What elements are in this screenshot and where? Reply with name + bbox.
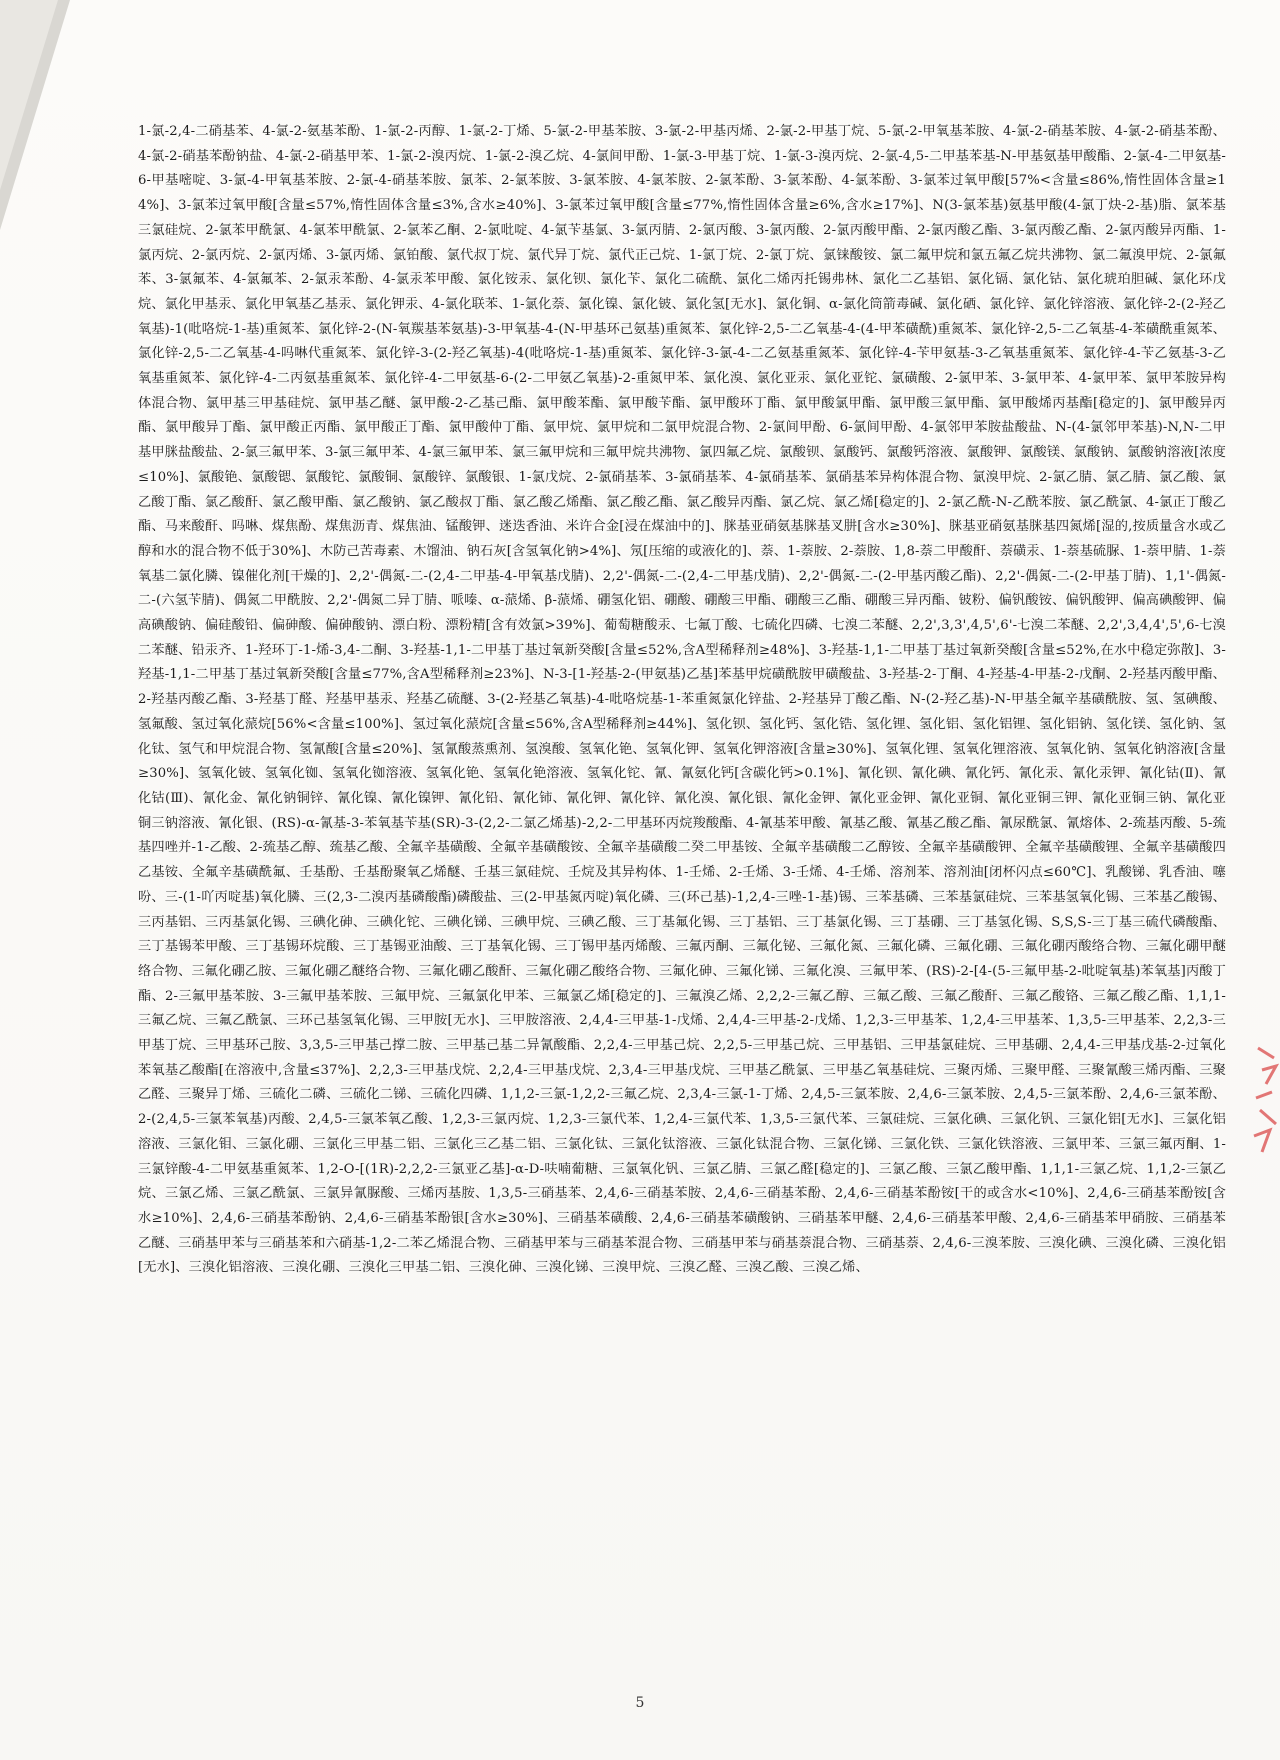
document-body (138, 120, 1226, 1670)
page-curl-decoration (0, 0, 70, 230)
red-stamp-mark (1248, 1040, 1280, 1160)
page-number: 5 (635, 1695, 645, 1711)
chemical-list-text: 1-氯-2,4-二硝基苯、4-氯-2-氨基苯酚、1-氯-2-丙醇、1-氯-2-丁烯、5-氯-2-甲基苯胺、3-氯-2-甲基丙烯、2-氯-2-甲基丁烷、5-氯-2-甲氧基苯胺、4-氯-2-硝基苯胺、4-氯-2-硝基苯酚、4-氯-2-硝基苯酚钠盐、4-氯-2-硝基甲苯、1-氯-2-溴丙烷、1-氯-2-溴乙烷、4-氯间甲酚、1-氯-3-甲基丁烷、1-氯-3-溴丙烷、2-氯-4,5-二甲基苯基-N-甲基氨基甲酸酯、2-氯-4-二甲氨基-6-甲基嘧啶、3-氯-4-甲氧基苯胺、2-氯-4-硝基苯胺、氯苯、2-氯苯胺、3-氯苯胺、4-氯苯胺、2-氯苯酚、3-氯苯酚、4-氯苯酚、3-氯苯过氧甲酸[57%<含量≤86%,惰性固体含量≥14%]、3-氯苯过氧甲酸[含量≤57%,惰性固体含量≤3%,含水≥40%]、3-氯苯过氧甲酸[含量≤77%,惰性固体含量≥6%,含水≥17%]、N(3-氯苯基)氨基甲酸(4-氯丁炔-2-基)脂、氯苯基三氯硅烷、2-氯苯甲酰氯、4-氯苯甲酰氯、2-氯苯乙酮、2-氯吡啶、4-氯苄基氯、3-氯丙腈、2-氯丙酸、3-氯丙酸、2-氯丙酸甲酯、2-氯丙酸乙酯、3-氯丙酸乙酯、2-氯丙酸异丙酯、1-氯丙烷、2-氯丙烷、2-氯丙烯、3-氯丙烯、氯铂酸、氯代叔丁烷、氯代异丁烷、氯代正己烷、1-氯丁烷、2-氯丁烷、氯铼酸铵、氯二氟甲烷和氯五氟乙烷共沸物、氯二氟溴甲烷、2-氯氟苯、3-氯氟苯、4-氯氟苯、2-氯汞苯酚、4-氯汞苯甲酸、氯化铵汞、氯化钡、氯化苄、氯化二硫酰、氯化二烯丙托锡弗林、氯化二乙基铝、氯化镉、氯化钴、氯化琥珀胆碱、氯化环戊烷、氯化甲基汞、氯化甲氧基乙基汞、氯化钾汞、4-氯化联苯、1-氯化萘、氯化镍、氯化铍、氯化氢[无水]、氯化铜、α-氯化筒箭毒碱、氯化硒、氯化锌、氯化锌溶液、氯化锌-2-(2-羟乙氧基)-1(吡咯烷-1-基)重氮苯、氯化锌-2-(N-氧羰基苯氨基)-3-甲氧基-4-(N-甲基环己氨基)重氮苯、氯化锌-2,5-二乙氧基-4-(4-甲苯磺酰)重氮苯、氯化锌-2,5-二乙氧基-4-苯磺酰重氮苯、氯化锌-2,5-二乙氧基-4-吗啉代重氮苯、氯化锌-3-(2-羟乙氧基)-4(吡咯烷-1-基)重氮苯、氯化锌-3-氯-4-二乙氨基重氮苯、氯化锌-4-苄甲氨基-3-乙氧基重氮苯、氯化锌-4-苄乙氨基-3-乙氧基重氮苯、氯化锌-4-二丙氨基重氮苯、氯化锌-4-二甲氨基-6-(2-二甲氨乙氧基)-2-重氮甲苯、氯化溴、氯化亚汞、氯化亚铊、氯磺酸、2-氯甲苯、3-氯甲苯、4-氯甲苯、氯甲苯胺异构体混合物、氯甲基三甲基硅烷、氯甲基乙醚、氯甲酸-2-乙基己酯、氯甲酸苯酯、氯甲酸苄酯、氯甲酸环丁酯、氯甲酸氯甲酯、氯甲酸三氯甲酯、氯甲酸烯丙基酯[稳定的]、氯甲酸异丙酯、氯甲酸异丁酯、氯甲酸正丙酯、氯甲酸正丁酯、氯甲酸仲丁酯、氯甲烷、氯甲烷和二氯甲烷混合物、2-氯间甲酚、6-氯间甲酚、4-氯邻甲苯胺盐酸盐、N-(4-氯邻甲苯基)-N,N-二甲基甲脒盐酸盐、2-氯三氟甲苯、3-氯三氟甲苯、4-氯三氟甲苯、氯三氟甲烷和三氟甲烷共沸物、氯四氟乙烷、氯酸钡、氯酸钙、氯酸钙溶液、氯酸钾、氯酸镁、氯酸钠、氯酸钠溶液[浓度≤10%]、氯酸铯、氯酸锶、氯酸铊、氯酸铜、氯酸锌、氯酸银、1-氯戊烷、2-氯硝基苯、3-氯硝基苯、4-氯硝基苯、氯硝基苯异构体混合物、氯溴甲烷、2-氯乙腈、氯乙腈、氯乙酸、氯乙酸丁酯、氯乙酸酐、氯乙酸甲酯、氯乙酸钠、氯乙酸叔丁酯、氯乙酸乙烯酯、氯乙酸乙酯、氯乙酸异丙酯、氯乙烷、氯乙烯[稳定的]、2-氯乙酰-N-乙酰苯胺、氯乙酰氯、4-氯正丁酸乙酯、马来酸酐、吗啉、煤焦酚、煤焦沥青、煤焦油、锰酸钾、迷迭香油、米许合金[浸在煤油中的]、脒基亚硝氨基脒基叉肼[含水≥30%]、脒基亚硝氨基脒基四氮烯[湿的,按质量含水或乙醇和水的混合物不低于30%]、木防己苦毒素、木馏油、钠石灰[含氢氧化钠>4%]、氖[压缩的或液化的]、萘、1-萘胺、2-萘胺、1,8-萘二甲酸酐、萘磺汞、1-萘基硫脲、1-萘甲腈、1-萘氧基二氯化膦、镍催化剂[干燥的]、2,2'-偶氮-二-(2,4-二甲基-4-甲氧基戊腈)、2,2'-偶氮-二-(2,4-二甲基戊腈)、2,2'-偶氮-二-(2-甲基丙酸乙酯)、2,2'-偶氮-二-(2-甲基丁腈)、1,1'-偶氮-二-(六氢苄腈)、偶氮二甲酰胺、2,2'-偶氮二异丁腈、哌嗪、α-蒎烯、β-蒎烯、硼氢化铝、硼酸、硼酸三甲酯、硼酸三乙酯、硼酸三异丙酯、铍粉、偏钒酸铵、偏钒酸钾、偏高碘酸钾、偏高碘酸钠、偏硅酸铅、偏砷酸、偏砷酸钠、漂白粉、漂粉精[含有效氯>39%]、葡萄糖酸汞、七氟丁酸、七硫化四磷、七溴二苯醚、2,2',3,3',4,5',6'-七溴二苯醚、2,2',3,4,4',5',6-七溴二苯醚、铅汞齐、1-羟环丁-1-烯-3,4-二酮、3-羟基-1,1-二甲基丁基过氧新癸酸[含量≤52%,含A型稀释剂≥48%]、3-羟基-1,1-二甲基丁基过氧新癸酸[含量≤52%,在水中稳定弥散]、3-羟基-1,1-二甲基丁基过氧新癸酸[含量≤77%,含A型稀释剂≥23%]、N-3-[1-羟基-2-(甲氨基)乙基]苯基甲烷磺酰胺甲磺酸盐、3-羟基-2-丁酮、4-羟基-4-甲基-2-戊酮、2-羟基丙酸甲酯、2-羟基丙酸乙酯、3-羟基丁醛、羟基甲基汞、羟基乙硫醚、3-(2-羟基乙氧基)-4-吡咯烷基-1-苯重氮氯化锌盐、2-羟基异丁酸乙酯、N-(2-羟乙基)-N-甲基全氟辛基磺酰胺、氢、氢碘酸、氢氟酸、氢过氧化蒎烷[56%<含量≤100%]、氢过氧化蒎烷[含量≤56%,含A型稀释剂≥44%]、氢化钡、氢化钙、氢化锆、氢化锂、氢化铝、氢化铝锂、氢化铝钠、氢化镁、氢化钠、氢化钛、氢气和甲烷混合物、氢氰酸[含量≤20%]、氢氰酸蒸熏剂、氢溴酸、氢氧化铯、氢氧化钾、氢氧化钾溶液[含量≥30%]、氢氧化锂、氢氧化锂溶液、氢氧化钠、氢氧化钠溶液[含量≥30%]、氢氧化铍、氢氧化铷、氢氧化铷溶液、氢氧化铯、氢氧化铯溶液、氢氧化铊、氰、氰氨化钙[含碳化钙>0.1%]、氰化钡、氰化碘、氰化钙、氰化汞、氰化汞钾、氰化钴(Ⅱ)、氰化钴(Ⅲ)、氰化金、氰化钠铜锌、氰化镍、氰化镍钾、氰化铅、氰化铈、氰化钾、氰化锌、氰化溴、氰化银、氰化金钾、氰化亚金钾、氰化亚铜、氰化亚铜三钾、氰化亚铜三钠、氰化亚铜三钠溶液、氰化银、(RS)-α-氰基-3-苯氧基苄基(SR)-3-(2,2-二氯乙烯基)-2,2-二甲基环丙烷羧酸酯、4-氰基苯甲酸、氰基乙酸、氰基乙酸乙酯、氰尿酰氯、氰熔体、2-巯基丙酸、5-巯基四唑并-1-乙酸、2-巯基乙醇、巯基乙酸、全氟辛基磺酸、全氟辛基磺酸铵、全氟辛基磺酸二癸二甲基铵、全氟辛基磺酸二乙醇铵、全氟辛基磺酸钾、全氟辛基磺酸锂、全氟辛基磺酸四乙基铵、全氟辛基磺酰氟、壬基酚、壬基酚聚氧乙烯醚、壬基三氯硅烷、壬烷及其异构体、1-壬烯、2-壬烯、3-壬烯、4-壬烯、溶剂苯、溶剂油[闭杯闪点≤60℃]、乳酸锑、乳香油、噻吩、三-(1-吖丙啶基)氧化膦、三(2,3-二溴丙基磷酸酯)磷酸盐、三(2-甲基氮丙啶)氧化磷、三(环己基)-1,2,4-三唑-1-基)锡、三苯基磷、三苯基氯硅烷、三苯基氢氧化锡、三苯基乙酸锡、三丙基铝、三丙基氯化锡、三碘化砷、三碘化铊、三碘化锑、三碘甲烷、三碘乙酸、三丁基氟化锡、三丁基铝、三丁基氯化锡、三丁基硼、三丁基氢化锡、S,S,S-三丁基三硫代磷酸酯、三丁基锡苯甲酸、三丁基锡环烷酸、三丁基锡亚油酸、三丁基氧化锡、三丁锡甲基丙烯酸、三氟丙酮、三氟化铋、三氟化氮、三氟化磷、三氟化硼、三氟化硼丙酸络合物、三氟化硼甲醚络合物、三氟化硼乙胺、三氟化硼乙醚络合物、三氟化硼乙酸酐、三氟化硼乙酸络合物、三氟化砷、三氟化锑、三氟化溴、三氟甲苯、(RS)-2-[4-(5-三氟甲基-2-吡啶氧基)苯氧基]丙酸丁酯、2-三氟甲基苯胺、3-三氟甲基苯胺、三氟甲烷、三氟氯化甲苯、三氟氯乙烯[稳定的]、三氟溴乙烯、2,2,2-三氟乙醇、三氟乙酸、三氟乙酸酐、三氟乙酸铬、三氟乙酸乙酯、1,1,1-三氟乙烷、三氟乙酰氯、三环己基氢氧化锡、三甲胺[无水]、三甲胺溶液、2,4,4-三甲基-1-戊烯、2,4,4-三甲基-2-戊烯、1,2,3-三甲基苯、1,2,4-三甲基苯、1,3,5-三甲基苯、2,2,3-三甲基丁烷、三甲基环己胺、3,3,5-三甲基己撑二胺、三甲基己基二异氰酸酯、2,2,4-三甲基己烷、2,2,5-三甲基己烷、三甲基铝、三甲基氯硅烷、三甲基硼、2,4,4-三甲基戊基-2-过氧化苯氧基乙酸酯[在溶液中,含量≤37%]、2,2,3-三甲基戊烷、2,2,4-三甲基戊烷、2,3,4-三甲基戊烷、三甲基乙酰氯、三甲基乙氧基硅烷、三聚丙烯、三聚甲醛、三聚氰酸三烯丙酯、三聚乙醛、三聚异丁烯、三硫化二磷、三硫化二锑、三硫化四磷、1,1,2-三氯-1,2,2-三氟乙烷、2,3,4-三氯-1-丁烯、2,4,5-三氯苯胺、2,4,6-三氯苯胺、2,4,5-三氯苯酚、2,4,6-三氯苯酚、2-(2,4,5-三氯苯氧基)丙酸、2,4,5-三氯苯氧乙酸、1,2,3-三氯丙烷、1,2,3-三氯代苯、1,2,4-三氯代苯、1,3,5-三氯代苯、三氯硅烷、三氯化碘、三氯化钒、三氯化铝[无水]、三氯化铝溶液、三氯化钼、三氯化硼、三氯化三甲基二铝、三氯化三乙基二铝、三氯化钛、三氯化钛溶液、三氯化钛混合物、三氯化锑、三氯化铁、三氯化铁溶液、三氯甲苯、三氯三氟丙酮、1-三氯锌酸-4-二甲氨基重氮苯、1,2-O-[(1R)-2,2,2-三氯亚乙基]-α-D-呋喃葡糖、三氯氧化钒、三氯乙腈、三氯乙醛[稳定的]、三氯乙酸、三氯乙酸甲酯、1,1,1-三氯乙烷、1,1,2-三氯乙烷、三氯乙烯、三氯乙酰氯、三氯异氰脲酸、三烯丙基胺、1,3,5-三硝基苯、2,4,6-三硝基苯胺、2,4,6-三硝基苯酚、2,4,6-三硝基苯酚铵[干的或含水<10%]、2,4,6-三硝基苯酚铵[含水≥10%]、2,4,6-三硝基苯酚钠、2,4,6-三硝基苯酚银[含水≥30%]、三硝基苯磺酸、2,4,6-三硝基苯磺酸钠、三硝基苯甲醚、2,4,6-三硝基苯甲酸、2,4,6-三硝基苯甲硝胺、三硝基苯乙醚、三硝基甲苯与三硝基苯和六硝基-1,2-二苯乙烯混合物、三硝基甲苯与三硝基苯混合物、三硝基甲苯与硝基萘混合物、三硝基萘、2,4,6-三溴苯胺、三溴化碘、三溴化磷、三溴化铝[无水]、三溴化铝溶液、三溴化硼、三溴化三甲基二铝、三溴化砷、三溴化锑、三溴甲烷、三溴乙醛、三溴乙酸、三溴乙烯、 (138, 124, 1226, 1276)
